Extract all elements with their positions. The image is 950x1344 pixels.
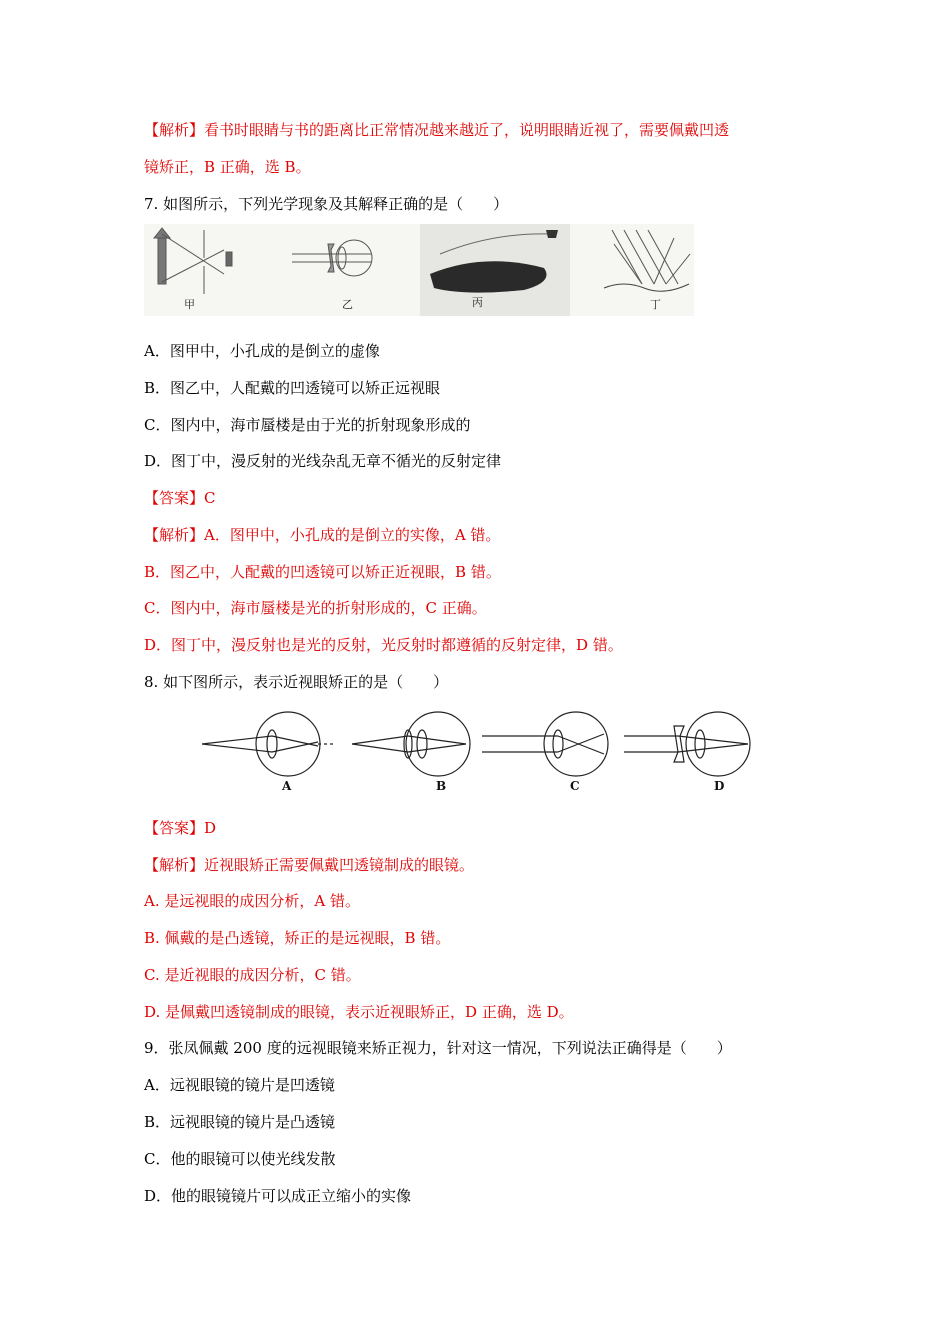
q7-answer: 【答案】C	[144, 489, 216, 507]
q8-analysis-line-2: A. 是远视眼的成因分析，A 错。	[144, 892, 360, 910]
q8-label-a: A	[282, 779, 292, 793]
q7-analysis-line-3: C．图内中，海市蜃楼是光的折射形成的，C 正确。	[144, 599, 487, 617]
q8-stem: 8. 如下图所示，表示近视眼矫正的是（ ）	[144, 673, 449, 691]
q7-label-yi: 乙	[342, 298, 353, 311]
q8-label-c: C	[570, 779, 580, 793]
q8-label-d: D	[714, 779, 725, 793]
q7-option-a: A．图甲中，小孔成的是倒立的虚像	[144, 342, 380, 360]
q7-label-jia: 甲	[184, 298, 195, 311]
q7-option-d: D．图丁中，漫反射的光线杂乱无章不循光的反射定律	[144, 452, 502, 470]
q8-diagram-b	[352, 712, 470, 776]
q9-option-a: A．远视眼镜的镜片是凹透镜	[144, 1076, 335, 1094]
q8-label-b: B	[436, 779, 447, 793]
q8-diagram-c	[482, 712, 608, 776]
q9-option-d: D．他的眼镜镜片可以成正立缩小的实像	[144, 1187, 412, 1205]
q8-diagram-d	[624, 712, 750, 776]
q8-analysis-line-1: 【解析】近视眼矫正需要佩戴凹透镜制成的眼镜。	[144, 856, 475, 874]
q8-analysis-line-5: D. 是佩戴凹透镜制成的眼镜，表示近视眼矫正，D 正确，选 D。	[144, 1003, 574, 1021]
q7-fig-bing	[420, 224, 570, 316]
q7-label-bing: 丙	[472, 296, 483, 309]
q8-analysis-line-4: C. 是近视眼的成因分析，C 错。	[144, 966, 361, 984]
q8-figure	[200, 708, 760, 800]
q8-analysis-line-3: B. 佩戴的是凸透镜，矫正的是远视眼，B 错。	[144, 929, 451, 947]
q7-analysis-line-2: B．图乙中，人配戴的凹透镜可以矫正近视眼，B 错。	[144, 563, 501, 581]
q9-stem: 9．张凤佩戴 200 度的远视眼镜来矫正视力，针对这一情况，下列说法正确得是（ ）	[144, 1039, 732, 1057]
q7-stem: 7. 如图所示，下列光学现象及其解释正确的是（ ）	[144, 195, 509, 213]
q7-option-c: C．图内中，海市蜃楼是由于光的折射现象形成的	[144, 416, 471, 434]
q7-option-b: B．图乙中，人配戴的凹透镜可以矫正远视眼	[144, 379, 441, 397]
q6-analysis-line-2: 镜矫正，B 正确，选 B。	[144, 158, 311, 176]
q9-option-b: B．远视眼镜的镜片是凸透镜	[144, 1113, 336, 1131]
q8-diagram-a	[202, 712, 336, 776]
q7-figure	[144, 224, 694, 316]
q9-option-c: C．他的眼镜可以使光线发散	[144, 1150, 336, 1168]
q7-analysis-line-1: 【解析】A．图甲中，小孔成的是倒立的实像，A 错。	[144, 526, 501, 544]
q8-answer: 【答案】D	[144, 819, 217, 837]
q7-label-ding: 丁	[650, 298, 661, 311]
q7-analysis-line-4: D．图丁中，漫反射也是光的反射，光反射时都遵循的反射定律，D 错。	[144, 636, 623, 654]
q6-analysis-line-1: 【解析】看书时眼睛与书的距离比正常情况越来越近了，说明眼睛近视了，需要佩戴凹透	[144, 121, 730, 139]
